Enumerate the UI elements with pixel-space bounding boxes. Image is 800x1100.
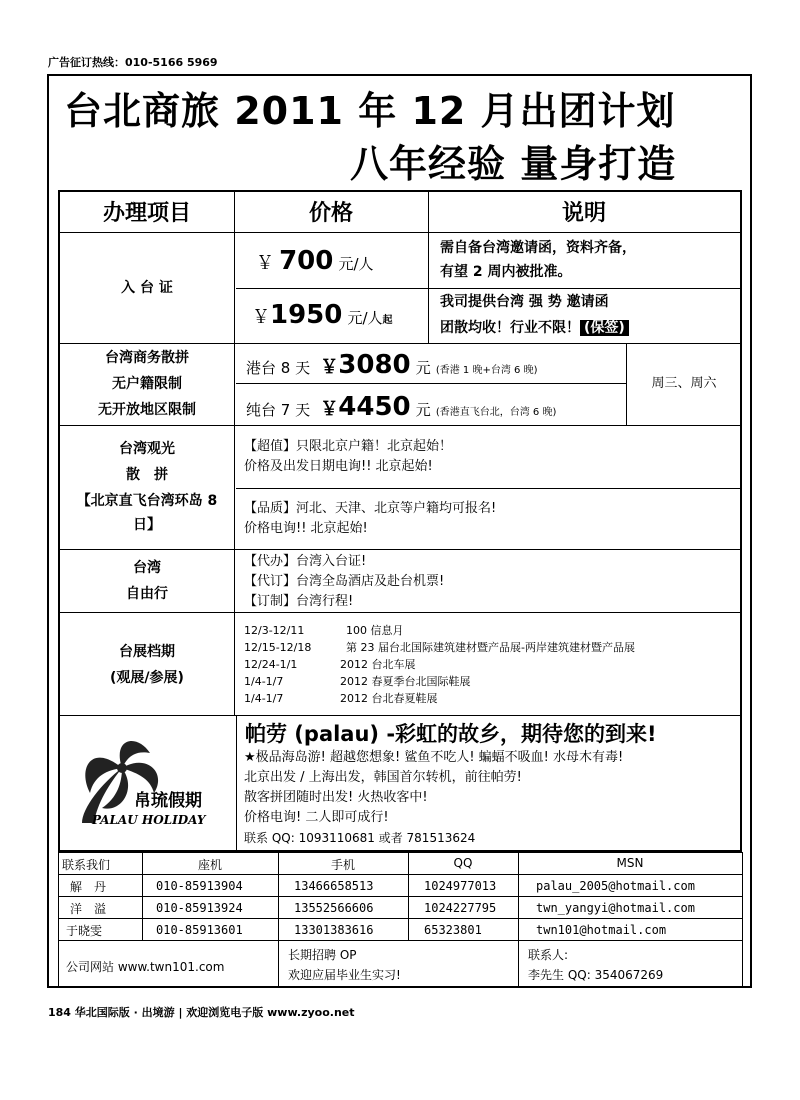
expo-date: 12/24-1/1 [244, 658, 298, 671]
sightseeing-b2: 价格电询!! 北京起始! [244, 521, 368, 536]
palau-logo [72, 738, 227, 833]
expo-name: 2012 台北车展 [340, 658, 416, 671]
free-r1: 【代办】台湾入台证! [244, 554, 367, 569]
palau-line: 北京出发 / 上海出发，韩国首尔转机，前往帕劳! [244, 770, 522, 785]
business-days: 周三、周六 [651, 376, 717, 391]
divider [58, 896, 742, 897]
divider [236, 488, 742, 489]
contacts-header: 联系我们 [62, 858, 111, 872]
header-item: 办理项目 [102, 201, 191, 226]
contact-name: 洋 溢 [70, 902, 107, 916]
divider [234, 190, 235, 715]
divider [58, 549, 742, 550]
expo-date: 12/15-12/18 [244, 641, 312, 654]
contact-mobile: 13466658513 [294, 879, 374, 893]
divider [58, 852, 742, 853]
contact-msn[interactable]: palau_2005@hotmail.com [536, 879, 695, 893]
contact-tel: 010-85913924 [156, 901, 243, 915]
logo-text-en: PALAU HOLIDAY [92, 813, 206, 827]
expo-date: 12/3-12/11 [244, 624, 305, 637]
expo-name: 第 23 届台北国际建筑建材暨产品展-两岸建筑建材暨产品展 [346, 641, 635, 654]
contacts-header: MSN [616, 856, 644, 870]
page-footer: 184 华北国际版 · 出境游 | 欢迎浏览电子版 www.zyoo.net [48, 1006, 355, 1019]
rutai-price-1: ￥ 700 元/人 [256, 246, 374, 276]
sightseeing-label-1: 台湾观光 [119, 441, 175, 457]
contact-tel: 010-85913904 [156, 879, 243, 893]
rutai-price-2: ￥1950 元/人起 [252, 300, 393, 330]
sightseeing-label-2: 散 拼 [126, 467, 168, 483]
divider [58, 852, 59, 988]
rutai-desc-3: 我司提供台湾 强 势 邀请函 [440, 294, 609, 310]
business-label-2: 无户籍限制 [112, 376, 182, 392]
expo-label-1: 台展档期 [119, 644, 175, 660]
divider [236, 715, 237, 852]
contact-msn[interactable]: twn101@hotmail.com [536, 923, 667, 937]
divider [236, 383, 626, 384]
contact-person: 李先生 QQ: 354067269 [528, 968, 664, 982]
sightseeing-a2: 价格及出发日期电询!! 北京起始! [244, 459, 433, 474]
contact-qq: 65323801 [424, 923, 482, 937]
rutai-label: 入 台 证 [121, 280, 173, 296]
contact-name: 解 丹 [70, 880, 107, 894]
contact-tel: 010-85913601 [156, 923, 243, 937]
contact-msn[interactable]: twn_yangyi@hotmail.com [536, 901, 695, 915]
expo-date: 1/4-1/7 [244, 675, 284, 688]
ad-hotline: 广告征订热线：010-5166 5969 [48, 56, 218, 69]
business-label-3: 无开放地区限制 [98, 402, 196, 418]
business-label-1: 台湾商务散拼 [105, 350, 189, 366]
divider [58, 232, 742, 233]
divider [58, 425, 742, 426]
palau-line: 价格电询! 二人即可成行! [244, 810, 389, 825]
contact-mobile: 13301383616 [294, 923, 374, 937]
free-label-1: 台湾 [133, 560, 161, 576]
free-r3: 【订制】台湾行程! [244, 594, 354, 609]
divider [428, 190, 429, 343]
palau-title: 帕劳 (palau) -彩虹的故乡，期待您的到来! [245, 722, 657, 746]
sightseeing-label-3: 【北京直飞台湾环岛 8 [76, 493, 218, 509]
free-r2: 【代订】台湾全岛酒店及赴台机票! [244, 574, 445, 589]
palau-qq: 联系 QQ: 1093110681 或者 781513624 [244, 831, 476, 845]
sightseeing-label-4: 日】 [133, 517, 161, 533]
rutai-desc-1: 需自备台湾邀请函，资料齐备， [440, 240, 636, 256]
divider [58, 343, 742, 344]
expo-name: 100 信息月 [346, 624, 404, 637]
contact-name: 于晓雯 [66, 924, 103, 938]
palau-line: ★极品海岛游! 超越您想象! 鲨鱼不吃人! 蝙蝠不吸血! 水母木有毒! [244, 750, 624, 765]
rutai-desc-2: 有望 2 周内被批准。 [440, 264, 572, 280]
expo-name: 2012 台北春夏鞋展 [340, 692, 438, 705]
divider [58, 940, 742, 941]
rutai-desc-4: 团散均收！行业不限！ (保签) [440, 316, 629, 340]
header-price: 价格 [308, 201, 353, 226]
sightseeing-b1: 【品质】河北、天津、北京等户籍均可报名! [244, 501, 497, 516]
contact-mobile: 13552566606 [294, 901, 374, 915]
free-label-2: 自由行 [126, 586, 168, 602]
business-route-2: 纯台 7 天 ￥4450 元 (香港直飞台北，台湾 6 晚) [246, 392, 557, 422]
divider [58, 874, 742, 875]
divider [58, 918, 742, 919]
expo-date: 1/4-1/7 [244, 692, 284, 705]
contact-qq: 1024977013 [424, 879, 497, 893]
guarantee-tag: (保签) [580, 320, 629, 336]
contacts-header: QQ [453, 856, 473, 870]
divider [518, 852, 519, 988]
contact-qq: 1024227795 [424, 901, 497, 915]
expo-label-2: (观展/参展) [110, 670, 184, 686]
company-website[interactable]: 公司网站 www.twn101.com [66, 960, 225, 974]
contacts-header: 手机 [330, 858, 355, 872]
sightseeing-a1: 【超值】只限北京户籍！北京起始！ [244, 439, 453, 454]
page-subtitle: 八年经验 量身打造 [350, 142, 677, 186]
divider [58, 612, 742, 613]
business-route-1: 港台 8 天 ￥3080 元 (香港 1 晚+台湾 6 晚) [246, 350, 538, 380]
recruit-line-1: 长期招聘 OP [288, 948, 357, 962]
header-desc: 说明 [561, 201, 606, 226]
expo-name: 2012 春夏季台北国际鞋展 [340, 675, 471, 688]
logo-graphic [72, 738, 227, 833]
logo-text-cn: 帛琉假期 [134, 791, 202, 811]
palau-line: 散客拼团随时出发! 火热收客中! [244, 790, 428, 805]
page-title: 台北商旅 2011 年 12 月出团计划 [64, 89, 676, 133]
recruit-line-2: 欢迎应届毕业生实习! [288, 968, 401, 982]
divider [742, 852, 743, 988]
contact-person-label: 联系人: [528, 948, 569, 962]
divider [236, 288, 742, 289]
divider [626, 343, 627, 425]
contacts-header: 座机 [197, 858, 222, 872]
divider [58, 715, 742, 716]
